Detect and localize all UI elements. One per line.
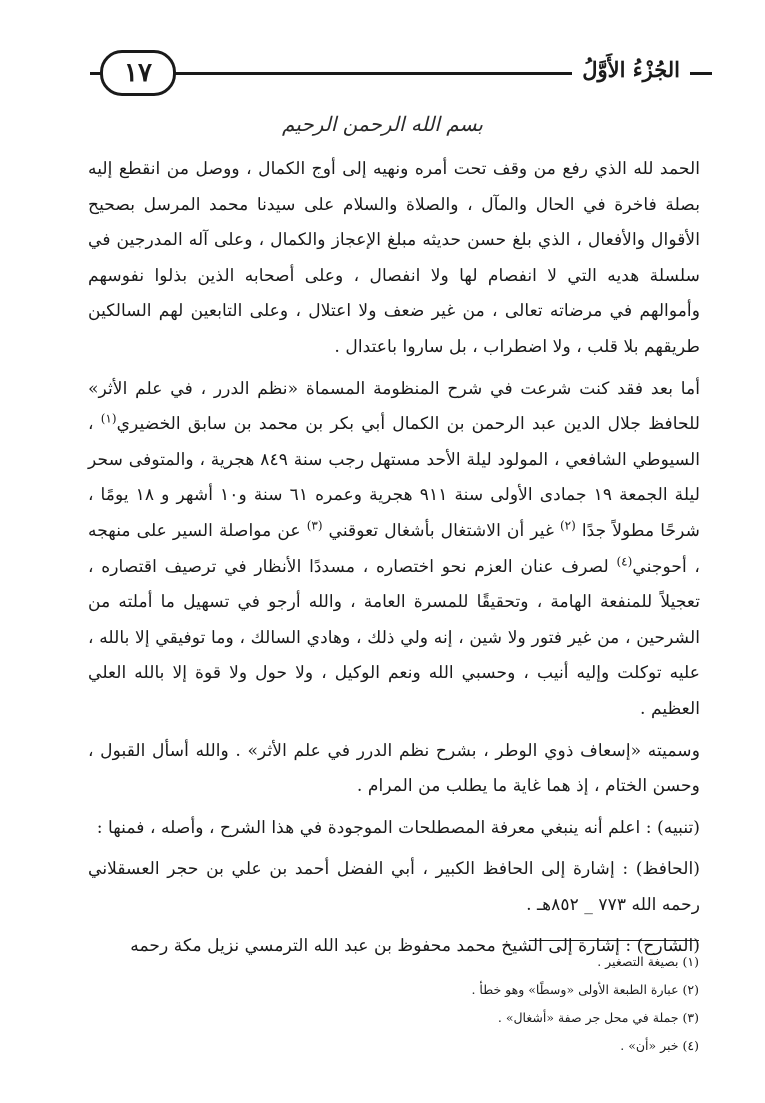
page-number: ١٧ xyxy=(100,50,176,96)
footnote-3: (٣) جملة في محل جر صفة «أشغال» . xyxy=(497,1010,699,1025)
footnote-ref-4[interactable]: (٤) xyxy=(616,553,633,568)
paragraph-hafiz: (الحافظ) : إشارة إلى الحافظ الكبير ، أبي الفضل أحمد بن علي بن حجر العسقلاني رحمه الله ٧٧٣ _ ٨٥٢هـ . xyxy=(88,859,700,915)
footnotes xyxy=(79,948,699,1060)
paragraph-opening: الحمد لله الذي رفع من وقف تحت أمره ونهيه إلى أوج الكمال ، ووصل من انقطع إليه بصلة فاخرة في الحال والمآل ، والصلاة والسلام على سيدنا محمد المرسل بصحيح الأقوال والأفعال ، الذي بلغ حسن حديثه مبلغ الإعجاز والكمال ، وعلى آله المدرجين في سلسلة هديه التي لا انفصام لها ولا انفصال ، وعلى أصحابه الذين بذلوا نفوسهم وأموالهم في مرضاته تعالى ، من غير ضعف ولا اعتلال ، وعلى التابعين لهم السالكين طريقهم بلا قلب ، ولا اضطراب ، بل ساروا باعتدال . xyxy=(88,159,700,357)
footnote-ref-1[interactable]: (١) xyxy=(100,411,117,426)
footnote-1: (١) بصيغة التصغير . xyxy=(597,954,699,969)
paragraph-intro-part1: أما بعد فقد كنت شرعت في شرح المنظومة المسماة «نظم الدرر ، في علم الأثر» للحافظ جلال الدين عبد الرحمن بن الكمال أبي بكر بن محمد بن سابق الخضيري xyxy=(88,378,700,435)
paragraph-intro xyxy=(88,372,700,728)
footnote-ref-3[interactable]: (٣) xyxy=(306,518,323,533)
footnote-2: (٢) عبارة الطبعة الأولى «وسطًا» وهو خطأ . xyxy=(471,982,699,997)
paragraph-notice: (تنبيه) : اعلم أنه ينبغي معرفة المصطلحات الموجودة في هذا الشرح ، وأصله ، فمنها : xyxy=(96,817,700,838)
paragraph-intro-part5: لصرف عنان العزم نحو اختصاره ، مسددًا الأنظار في ترصيف اقتصاره ، تعجيلاً للمنفعة الهامة ، وتحقيقًا للمسرة العامة ، والله أرجو في تسهيل ما أملته من الشرحين ، من غير فتور ولا شين ، إنه ولي ذلك ، وهادي السالك ، وما توفيقي إلا بالله ، عليه توكلت وإليه أنيب ، وحسبي الله ونعم الوكيل ، ولا حول ولا قوة إلا بالله العلي العظيم . xyxy=(88,556,700,719)
page-header xyxy=(90,48,680,94)
footnote-ref-2[interactable]: (٢) xyxy=(559,518,576,533)
paragraph-intro-part4: عن مواصلة السير على منهجه ، أحوجني xyxy=(88,520,700,577)
footnote-4: (٤) خبر «أن» . xyxy=(620,1038,699,1053)
basmala: بسم الله الرحمن الرحيم xyxy=(281,112,483,136)
paragraph-title: وسميته «إسعاف ذوي الوطر ، بشرح نظم الدرر في علم الأثر» . والله أسأل القبول ، وحسن الختام ، إذ هما غاية ما يطلب من المرام . xyxy=(88,740,700,797)
main-text xyxy=(88,152,700,971)
paragraph-intro-part2: ، السيوطي الشافعي ، المولود ليلة الأحد مستهل رجب سنة ٨٤٩ هجرية ، والمتوفى سحر ليلة الجمعة ١٩ جمادى الأولى سنة ٩١١ هجرية وعمره ٦١ سنة و١٠ أشهر و ١٨ يومًا ، شرحًا مطولاً جدًا xyxy=(88,414,700,541)
part-title: الجُزْءُ الأَوَّلُ xyxy=(572,50,680,90)
footnote-separator xyxy=(529,940,699,941)
paragraph-sharih: (الشارح) : إشارة إلى الشيخ محمد محفوظ بن عبد الله الترمسي نزيل مكة رحمه xyxy=(130,936,700,957)
paragraph-intro-part3: غير أن الاشتغال بأشغال تعوقني xyxy=(328,520,554,541)
